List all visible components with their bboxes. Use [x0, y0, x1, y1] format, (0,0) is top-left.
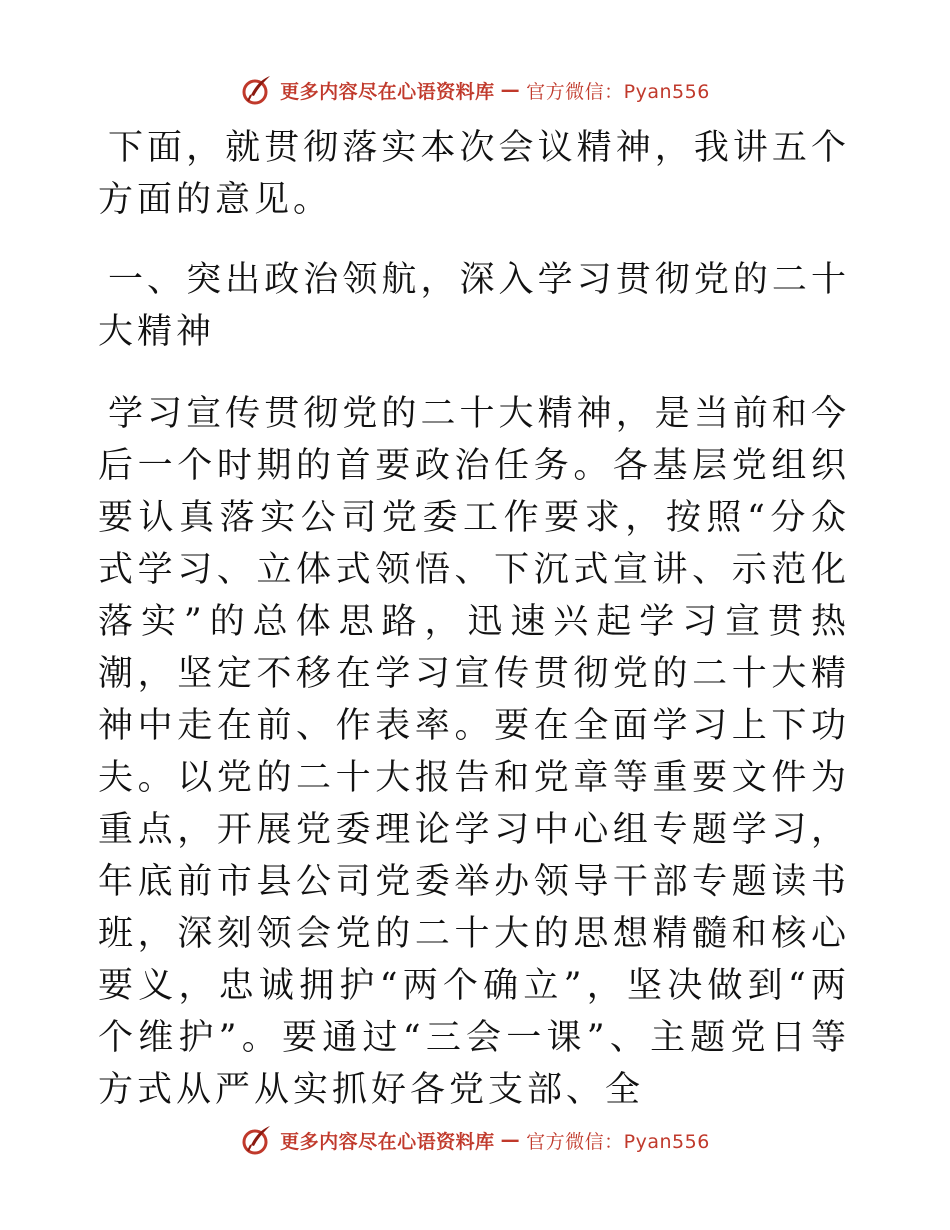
- feather-logo-icon: [240, 73, 274, 107]
- section-heading: 一、突出政治领航，深入学习贯彻党的二十大精神: [98, 260, 850, 352]
- footer-dash: —: [500, 1129, 521, 1151]
- intro-paragraph: 下面，就贯彻落实本次会议精神，我讲五个方面的意见。: [98, 128, 850, 220]
- footer-site-text: 更多内容尽在心语资料库: [280, 1130, 495, 1153]
- footer-wechat-text: 官方微信：Pyan556: [526, 1130, 710, 1153]
- banner-site-text: 更多内容尽在心语资料库: [280, 80, 495, 103]
- feather-logo-icon: [240, 1123, 274, 1157]
- banner-dash: —: [500, 79, 521, 101]
- body-paragraph: 学习宣传贯彻党的二十大精神，是当前和今后一个时期的首要政治任务。各基层党组织要认真落实公司党委工作要求，按照“分众式学习、立体式领悟、下沉式宣讲、示范化落实”的总体思路，迅速兴起学习宣贯热潮，坚定不移在学习宣传贯彻党的二十大精神中走在前、作表率。要在全面学习上下功夫。以党的二十大报告和党章等重要文件为重点，开展党委理论学习中心组专题学习，年底前市县公司党委举办领导干部专题读书班，深刻领会党的二十大的思想精髓和核心要义，忠诚拥护“两个确立”，坚决做到“两个维护”。要通过“三会一课”、主题党日等方式从严从实抓好各党支部、全: [98, 394, 850, 1110]
- banner-wechat-text: 官方微信：Pyan556: [526, 80, 710, 103]
- footer-banner: [0, 1120, 950, 1160]
- document-body: [98, 122, 850, 1116]
- header-banner: [0, 70, 950, 110]
